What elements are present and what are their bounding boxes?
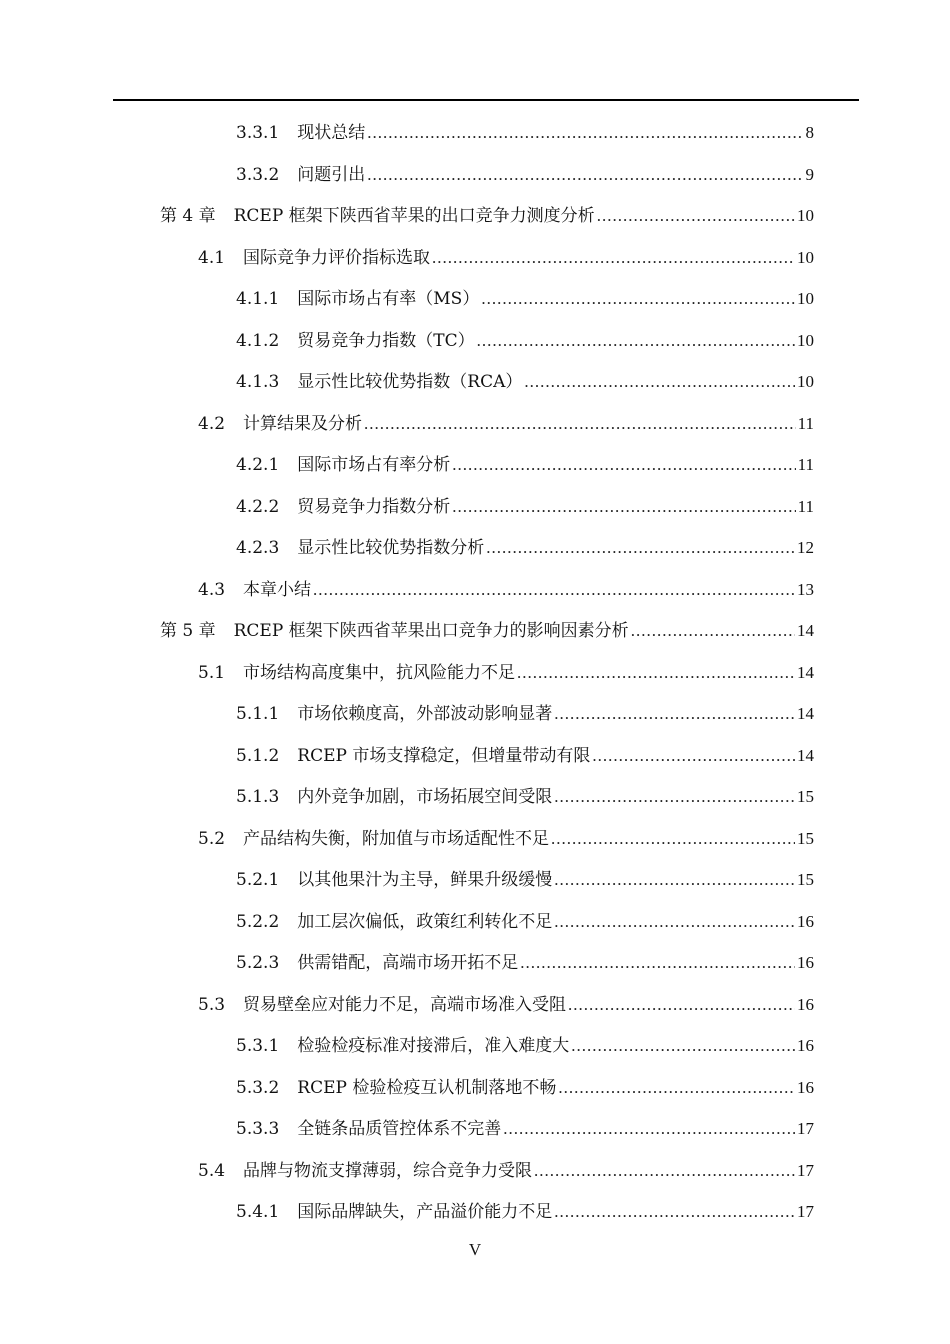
- toc-leader-dots: [503, 1114, 795, 1144]
- toc-entry[interactable]: [236, 1031, 814, 1061]
- toc-entry[interactable]: [198, 1156, 814, 1186]
- toc-entry[interactable]: [236, 492, 814, 522]
- toc-entry-title: 贸易竞争力指数分析: [297, 496, 451, 517]
- toc-entry-page: 9: [805, 164, 814, 184]
- toc-leader-dots: [631, 616, 795, 646]
- toc-entry-title: 加工层次偏低，政策红利转化不足: [297, 911, 553, 932]
- toc-entry-page: 11: [797, 455, 814, 474]
- toc-entry-page: 17: [797, 1160, 814, 1180]
- toc-entry-number: 4.2.2: [236, 496, 280, 517]
- toc-leader-dots: [554, 699, 795, 729]
- toc-entry-page: 10: [797, 372, 814, 391]
- toc-entry-page: 15: [797, 828, 814, 848]
- toc-entry[interactable]: [198, 658, 814, 688]
- toc-leader-dots: [558, 1073, 795, 1103]
- toc-leader-dots: [524, 367, 795, 397]
- toc-leader-dots: [367, 118, 803, 148]
- toc-leader-dots: [432, 243, 795, 273]
- toc-leader-dots: [568, 990, 795, 1020]
- toc-entry-number: 5.1.3: [236, 787, 280, 807]
- toc-leader-dots: [534, 1156, 795, 1186]
- toc-entry-title: 内外竞争加剧，市场拓展空间受限: [297, 787, 553, 807]
- toc-entry-number: 第 5 章: [160, 621, 216, 641]
- toc-entry-title: 问题引出: [297, 164, 366, 185]
- toc-entry[interactable]: [236, 284, 814, 314]
- toc-entry-page: 16: [797, 1077, 814, 1097]
- page-number: V: [468, 1240, 482, 1259]
- toc-entry-number: 5.2.3: [236, 953, 280, 973]
- toc-entry-title: RCEP 检验检疫互认机制落地不畅: [297, 1077, 557, 1098]
- toc-entry-title: 全链条品质管控体系不完善: [297, 1119, 502, 1139]
- toc-leader-dots: [452, 450, 795, 480]
- toc-entry-title: 供需错配，高端市场开拓不足: [297, 953, 519, 973]
- toc-entry[interactable]: [236, 450, 814, 480]
- toc-entry[interactable]: [198, 990, 814, 1020]
- toc-entry-page: 10: [797, 206, 814, 225]
- toc-entry-number: 4.1: [198, 247, 226, 268]
- toc-entry-title: RCEP 市场支撑稳定，但增量带动有限: [297, 745, 591, 766]
- toc-entry-title: 现状总结: [297, 123, 366, 143]
- toc-entry-number: 4.1.3: [236, 372, 280, 392]
- toc-entry[interactable]: [198, 409, 814, 439]
- toc-leader-dots: [520, 948, 795, 978]
- toc-entry-number: 4.2.1: [236, 455, 280, 475]
- toc-entry-page: 16: [797, 994, 814, 1014]
- toc-entry[interactable]: [236, 1197, 814, 1227]
- toc-entry[interactable]: [236, 533, 814, 563]
- toc-leader-dots: [554, 782, 795, 812]
- toc-entry-title: 以其他果汁为主导，鲜果升级缓慢: [297, 870, 553, 890]
- toc-leader-dots: [364, 409, 796, 439]
- toc-leader-dots: [554, 1197, 795, 1227]
- toc-entry-number: 3.3.2: [236, 164, 280, 185]
- toc-entry[interactable]: [160, 616, 814, 646]
- toc-entry-title: 显示性比较优势指数（RCA）: [297, 372, 523, 392]
- toc-entry-number: 5.3: [198, 994, 226, 1015]
- toc-entry-page: 13: [797, 579, 814, 599]
- toc-entry-page: 11: [797, 496, 814, 516]
- toc-entry-title: 品牌与物流支撑薄弱，综合竞争力受限: [243, 1160, 533, 1181]
- toc-entry-number: 4.3: [198, 579, 226, 600]
- toc-entry-title: 计算结果及分析: [243, 413, 363, 434]
- toc-entry[interactable]: [236, 367, 814, 397]
- toc-entry[interactable]: [236, 326, 814, 356]
- toc-entry[interactable]: [236, 907, 814, 937]
- toc-entry-number: 5.3.3: [236, 1119, 280, 1139]
- toc-entry[interactable]: [236, 699, 814, 729]
- toc-entry-number: 5.4.1: [236, 1202, 280, 1222]
- toc-entry[interactable]: [236, 948, 814, 978]
- toc-entry-page: 17: [797, 1119, 814, 1138]
- toc-entry-title: 市场结构高度集中，抗风险能力不足: [243, 662, 516, 683]
- toc-entry[interactable]: [198, 575, 814, 605]
- toc-entry-page: 16: [797, 1036, 814, 1055]
- toc-entry[interactable]: [198, 824, 814, 854]
- toc-entry-page: 10: [797, 289, 814, 308]
- toc-leader-dots: [571, 1031, 795, 1061]
- toc-entry-title: RCEP 框架下陕西省苹果的出口竞争力测度分析: [233, 206, 595, 226]
- toc-entry-title: 国际品牌缺失，产品溢价能力不足: [297, 1202, 553, 1222]
- toc-entry-title: RCEP 框架下陕西省苹果出口竞争力的影响因素分析: [233, 621, 629, 641]
- toc-leader-dots: [367, 160, 803, 190]
- toc-entry-number: 5.1.2: [236, 745, 280, 766]
- toc-entry-page: 10: [797, 330, 814, 350]
- toc-entry-page: 14: [797, 662, 814, 682]
- toc-leader-dots: [554, 865, 795, 895]
- toc-entry-page: 11: [797, 413, 814, 433]
- toc-entry-number: 5.1: [198, 662, 226, 683]
- toc-entry-number: 5.4: [198, 1160, 226, 1181]
- toc-leader-dots: [592, 741, 795, 771]
- toc-leader-dots: [452, 492, 795, 522]
- toc-entry-number: 5.1.1: [236, 704, 280, 724]
- toc-entry-title: 检验检疫标准对接滞后，准入难度大: [297, 1036, 570, 1056]
- toc-entry[interactable]: [236, 1114, 814, 1144]
- toc-entry-number: 5.2.1: [236, 870, 280, 890]
- toc-entry[interactable]: [198, 243, 814, 273]
- toc-entry-page: 16: [797, 911, 814, 931]
- toc-entry-page: 16: [797, 953, 814, 972]
- toc-leader-dots: [517, 658, 795, 688]
- toc-entry-title: 国际市场占有率（MS）: [297, 289, 480, 309]
- toc-entry[interactable]: [236, 865, 814, 895]
- toc-leader-dots: [313, 575, 795, 605]
- header-rule: [113, 99, 859, 101]
- toc-entry-page: 12: [797, 538, 814, 557]
- toc-entry[interactable]: [236, 160, 814, 190]
- toc-entry-number: 5.2: [198, 828, 226, 849]
- toc-entry-title: 贸易壁垒应对能力不足，高端市场准入受阻: [243, 994, 567, 1015]
- toc-entry-number: 5.3.2: [236, 1077, 280, 1098]
- toc-entry-title: 国际竞争力评价指标选取: [243, 247, 431, 268]
- toc-entry-title: 国际市场占有率分析: [297, 455, 451, 475]
- toc-entry-page: 10: [797, 247, 814, 267]
- toc-entry-title: 显示性比较优势指数分析: [297, 538, 485, 558]
- toc-entry-number: 第 4 章: [160, 206, 216, 226]
- toc-leader-dots: [481, 284, 795, 314]
- toc-entry-page: 15: [797, 787, 814, 806]
- toc-leader-dots: [551, 824, 795, 854]
- toc-entry-number: 4.2: [198, 413, 226, 434]
- toc-entry-page: 15: [797, 870, 814, 889]
- toc-entry-title: 本章小结: [243, 579, 312, 600]
- toc-entry[interactable]: [236, 741, 814, 771]
- toc-entry-number: 5.3.1: [236, 1036, 280, 1056]
- toc-entry-title: 产品结构失衡，附加值与市场适配性不足: [243, 828, 550, 849]
- toc-entry-page: 14: [797, 704, 814, 723]
- toc-entry-page: 17: [797, 1202, 814, 1221]
- toc-leader-dots: [597, 201, 795, 231]
- toc-leader-dots: [486, 533, 795, 563]
- toc-entry[interactable]: [236, 118, 814, 148]
- toc-entry-number: 5.2.2: [236, 911, 280, 932]
- toc-entry[interactable]: [236, 782, 814, 812]
- toc-entry-number: 4.2.3: [236, 538, 280, 558]
- toc-leader-dots: [477, 326, 795, 356]
- toc-leader-dots: [554, 907, 795, 937]
- toc-entry-number: 3.3.1: [236, 123, 280, 143]
- toc-entry-page: 14: [797, 745, 814, 765]
- toc-entry[interactable]: [160, 201, 814, 231]
- toc-entry-page: 14: [797, 621, 814, 640]
- toc-entry-number: 4.1.2: [236, 330, 280, 351]
- toc-entry[interactable]: [236, 1073, 814, 1103]
- toc-entry-title: 贸易竞争力指数（TC）: [297, 330, 475, 351]
- toc-entry-page: 8: [805, 123, 814, 142]
- toc-entry-number: 4.1.1: [236, 289, 280, 309]
- toc-entry-title: 市场依赖度高，外部波动影响显著: [297, 704, 553, 724]
